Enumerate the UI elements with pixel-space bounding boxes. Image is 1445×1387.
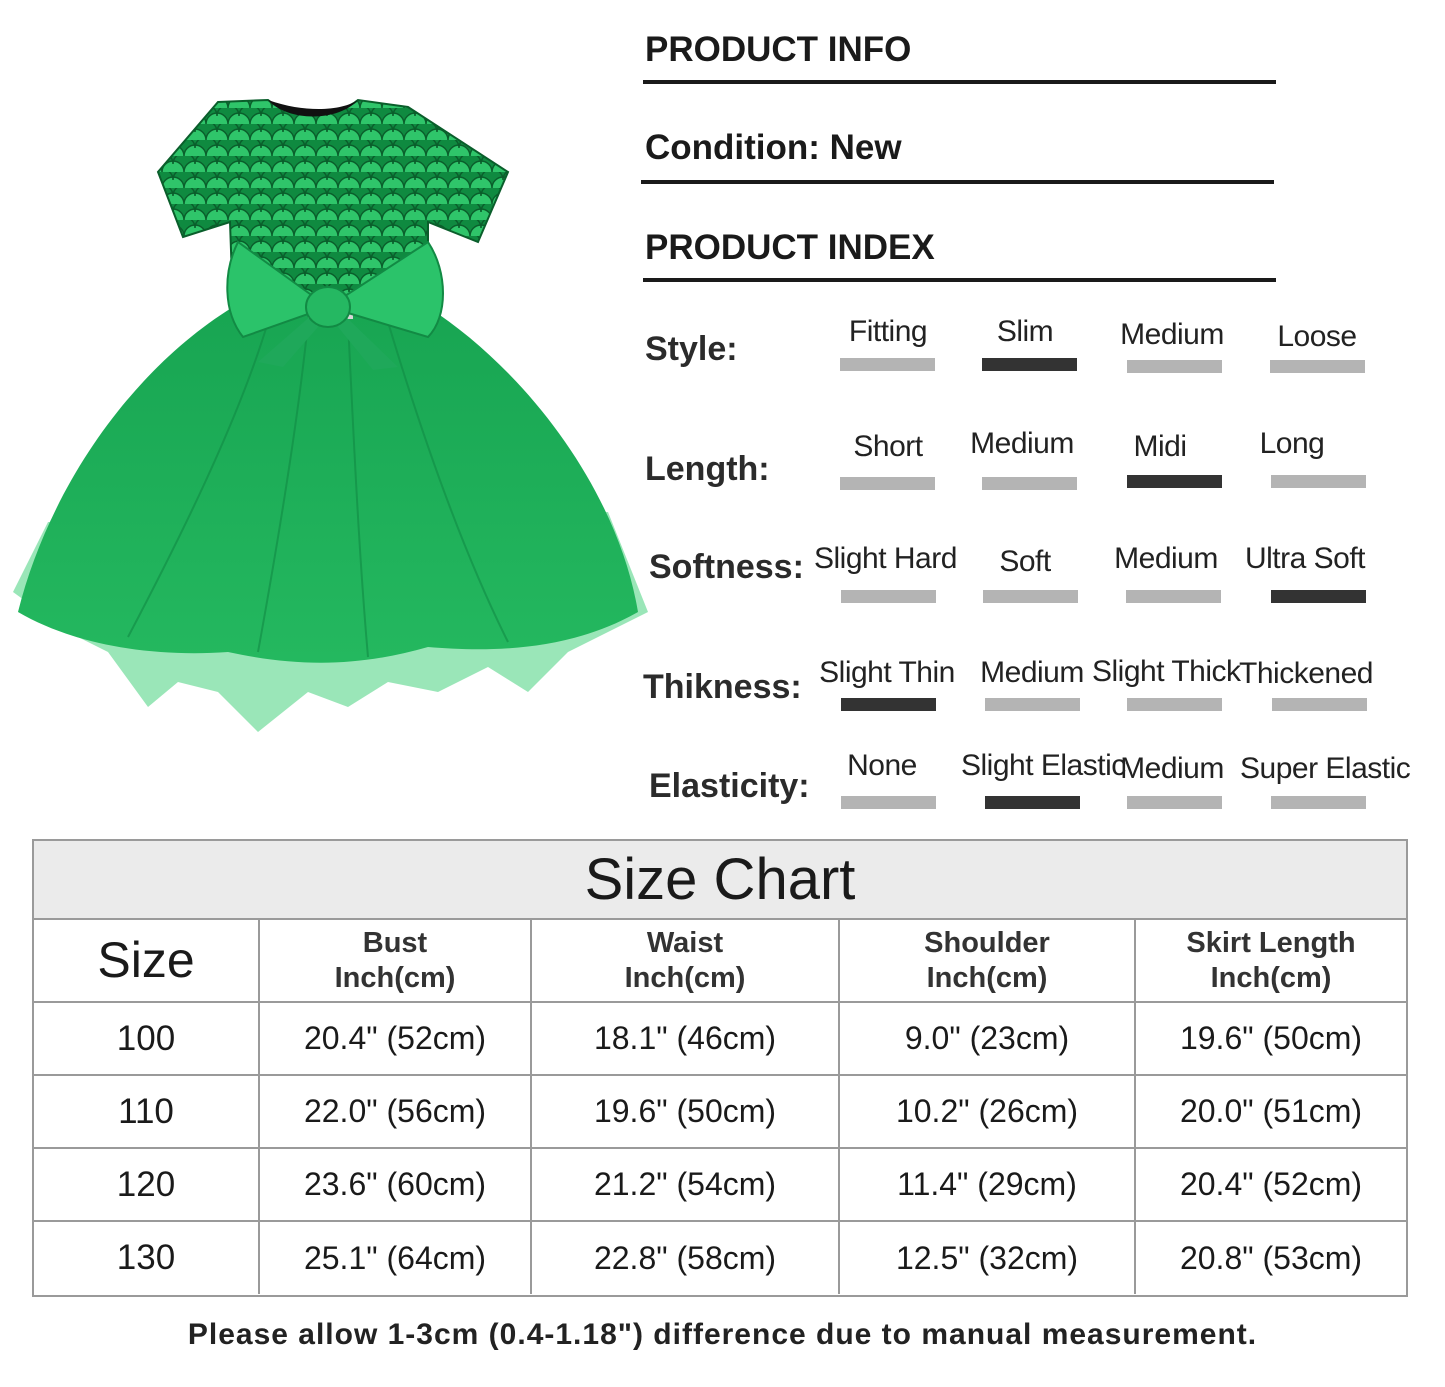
size-chart xyxy=(32,839,1408,1297)
option-bar-selected xyxy=(1127,475,1222,488)
option-bar xyxy=(1270,360,1365,373)
size-table xyxy=(34,918,1406,1294)
waist-cell: 18.1" (46cm) xyxy=(531,1002,839,1075)
option-label: Slight Hard xyxy=(814,542,957,575)
shoulder-cell: 12.5" (32cm) xyxy=(839,1221,1135,1294)
option-bar-selected xyxy=(841,698,936,711)
dress-image xyxy=(8,92,653,742)
option-label: Slim xyxy=(996,315,1054,348)
option-bar xyxy=(1127,796,1222,809)
product-index-heading: PRODUCT INDEX xyxy=(645,228,935,267)
size-cell: 110 xyxy=(34,1075,259,1148)
option-label: Soft xyxy=(999,545,1051,578)
column-header-size: Size xyxy=(34,919,259,1002)
option-label: Slight Thin xyxy=(819,656,955,689)
table-row xyxy=(34,1002,1406,1075)
condition-text: Condition: New xyxy=(645,128,902,167)
size-chart-title: Size Chart xyxy=(34,841,1406,920)
option-bar xyxy=(982,477,1077,490)
option-bar xyxy=(1272,698,1367,711)
option-label: Medium xyxy=(970,427,1074,460)
option-label: Medium xyxy=(1120,318,1224,351)
option-bar-selected xyxy=(985,796,1080,809)
skirt-length-cell: 20.0" (51cm) xyxy=(1135,1075,1406,1148)
divider xyxy=(643,278,1276,282)
option-bar-selected xyxy=(1271,590,1366,603)
bust-cell: 25.1" (64cm) xyxy=(259,1221,531,1294)
option-label: Midi xyxy=(1133,430,1187,463)
table-row xyxy=(34,1148,1406,1221)
product-info-heading: PRODUCT INFO xyxy=(645,30,912,69)
waist-cell: 22.8" (58cm) xyxy=(531,1221,839,1294)
shoulder-cell: 11.4" (29cm) xyxy=(839,1148,1135,1221)
column-header-waist: Waist Inch(cm) xyxy=(531,919,839,1002)
option-bar-selected xyxy=(982,358,1077,371)
option-bar xyxy=(983,590,1078,603)
option-label: Medium xyxy=(980,656,1084,689)
option-bar xyxy=(985,698,1080,711)
option-label: Super Elastic xyxy=(1240,752,1411,785)
option-bar xyxy=(1271,475,1366,488)
option-label: Ultra Soft xyxy=(1244,542,1366,575)
waist-cell: 19.6" (50cm) xyxy=(531,1075,839,1148)
table-row xyxy=(34,1075,1406,1148)
option-label: None xyxy=(847,749,917,782)
attribute-label: Length: xyxy=(645,450,770,488)
skirt-length-cell: 20.8" (53cm) xyxy=(1135,1221,1406,1294)
attribute-label: Softness: xyxy=(649,548,804,586)
option-label: Slight Thick xyxy=(1092,655,1241,688)
skirt-length-cell: 20.4" (52cm) xyxy=(1135,1148,1406,1221)
option-label: Short xyxy=(853,430,923,463)
option-bar xyxy=(840,477,935,490)
option-label: Loose xyxy=(1277,320,1357,353)
option-bar xyxy=(1126,590,1221,603)
divider xyxy=(641,180,1274,184)
option-bar xyxy=(841,796,936,809)
size-cell: 100 xyxy=(34,1002,259,1075)
column-header-skirt-length: Skirt Length Inch(cm) xyxy=(1135,919,1406,1002)
table-header-row xyxy=(34,919,1406,1002)
waist-cell: 21.2" (54cm) xyxy=(531,1148,839,1221)
bust-cell: 23.6" (60cm) xyxy=(259,1148,531,1221)
shoulder-cell: 9.0" (23cm) xyxy=(839,1002,1135,1075)
size-cell: 120 xyxy=(34,1148,259,1221)
measurement-note: Please allow 1-3cm (0.4-1.18") difference due to manual measurement. xyxy=(187,1318,1258,1351)
option-bar xyxy=(1271,796,1366,809)
option-label: Medium xyxy=(1114,542,1218,575)
attribute-label: Style: xyxy=(645,330,738,368)
option-label: Thickened xyxy=(1239,657,1373,690)
divider xyxy=(643,80,1276,84)
column-header-shoulder: Shoulder Inch(cm) xyxy=(839,919,1135,1002)
option-bar xyxy=(840,358,935,371)
size-cell: 130 xyxy=(34,1221,259,1294)
option-bar xyxy=(841,590,936,603)
column-header-bust: Bust Inch(cm) xyxy=(259,919,531,1002)
option-bar xyxy=(1127,698,1222,711)
attribute-label: Elasticity: xyxy=(649,767,810,805)
attribute-label: Thikness: xyxy=(643,668,802,706)
option-label: Fitting xyxy=(848,315,928,348)
table-row xyxy=(34,1221,1406,1294)
option-label: Long xyxy=(1259,427,1325,460)
option-label: Slight Elastic xyxy=(961,749,1126,782)
option-bar xyxy=(1127,360,1222,373)
option-label: Medium xyxy=(1120,752,1224,785)
bust-cell: 22.0" (56cm) xyxy=(259,1075,531,1148)
bust-cell: 20.4" (52cm) xyxy=(259,1002,531,1075)
skirt-length-cell: 19.6" (50cm) xyxy=(1135,1002,1406,1075)
shoulder-cell: 10.2" (26cm) xyxy=(839,1075,1135,1148)
